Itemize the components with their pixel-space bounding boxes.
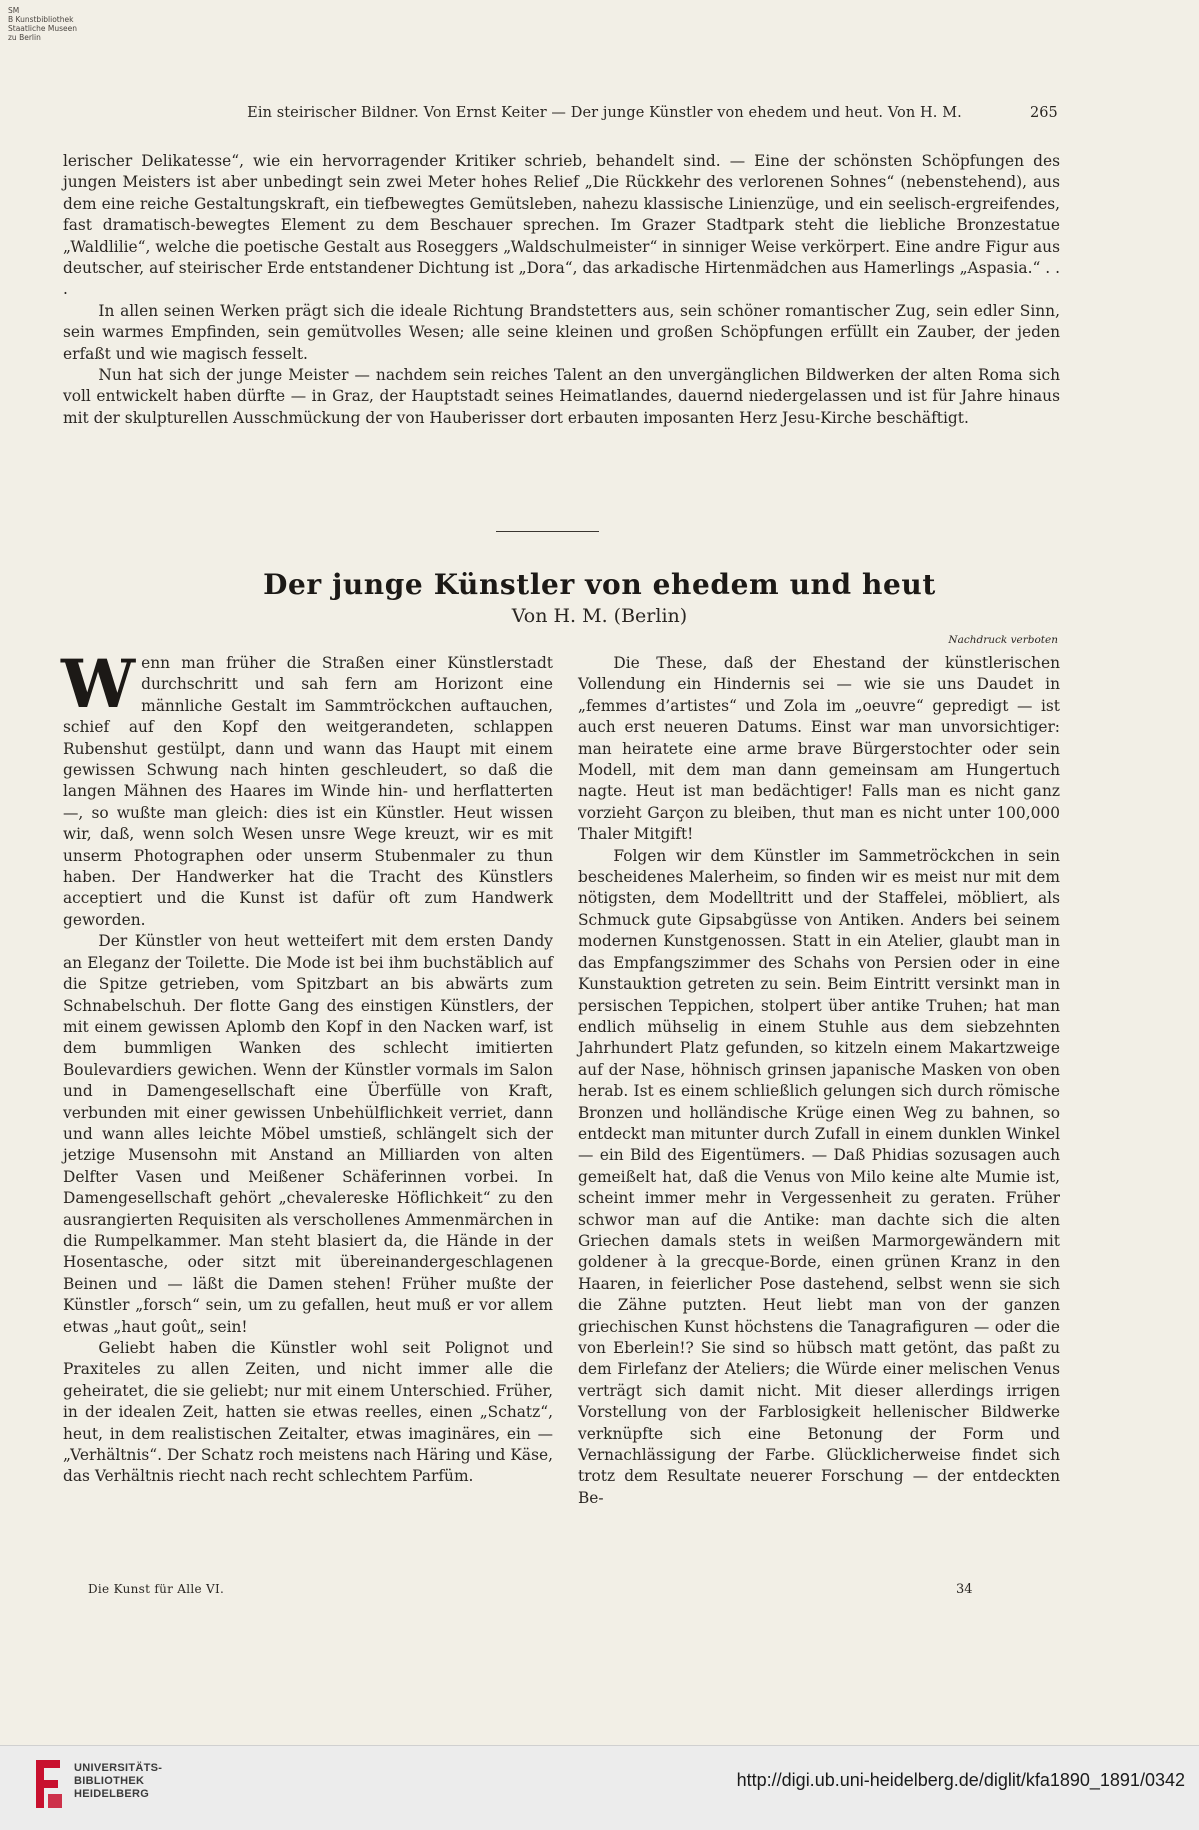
paragraph: Geliebt haben die Künstler wohl seit Polignot und Praxiteles zu allen Zeiten, und nicht immer alle die geheiratet, die sie geliebt; nur mit einem Unterschied. Früher, in der idealen Zeit, hatten sie etwas reelles, einen „Schatz“, heut, in dem realistischen Zeitalter, etwas imaginäres, ein — „Verhältnis“. Der Schatz roch meistens nach Häring und Käse, das Verhältnis riecht nach recht schlechtem Parfüm. xyxy=(63,1339,553,1486)
paragraph-text: enn man früher die Straßen einer Künstlerstadt durchschritt und sah fern am Horizont eine männliche Gestalt im Sammtröckchen auftauchen, schief auf den Kopf den weitgerandeten, schlappen Rubenshut gestülpt, dann und wann das Haupt mit einem gewissen Schwung nach hinten geschleudert, so daß die langen Mähnen des Haares im Winde hin- und herflatterten —, so wußte man gleich: dies ist ein Künstler. Heut wissen wir, daß, wenn solch Wesen unsre Wege kreuzt, wir es mit unserm Photographen oder unserm Stubenmaler zu thun haben. Der Handwerker hat die Tracht des Künstlers acceptiert und die Kunst ist dafür oft zum Handwerk geworden. xyxy=(63,654,553,929)
paragraph: lerischer Delikatesse“, wie ein hervorragender Kritiker schrieb, behandelt sind. — Eine der schönsten Schöpfungen des jungen Meisters ist aber unbedingt sein zwei Meter hohes Relief „Die Rückkehr des verlorenen Sohnes“ (nebenstehend), aus dem eine reiche Gestaltungskraft, ein tiefbewegtes Gemütsleben, nahezu klassische Linienzüge, und ein seelisch-ergreifendes, fast dramatisch-bewegtes Element zu dem Beschauer sprechen. Im Grazer Stadtpark steht die liebliche Bronzestatue „Waldlilie“, welche die poetische Gestalt aus Roseggers „Waldschulmeister“ in sinniger Weise verkörpert. Eine andre Figur aus deutscher, auf steirischer Erde entstandener Dichtung ist „Dora“, das arkadische Hirtenmädchen aus Hamerlings „Aspasia.“ . . . xyxy=(63,152,1060,299)
article-left-column xyxy=(61,645,553,1560)
library-name-line: UNIVERSITÄTS- xyxy=(74,1762,163,1774)
paragraph: Die These, daß der Ehestand der künstlerischen Vollendung ein Hindernis sei — wie sie uns Daudet in „femmes d’artistes“ und Zola im „oeuvre“ gepredigt — ist auch erst neueren Datums. Einst war man unvorsichtiger: man heiratete eine arme brave Bürgerstochter oder sein Modell, mit dem man dann gemeinsam am Hungertuch nagte. Heut ist man bedächtiger! Falls man es nicht ganz vorzieht Garçon zu bleiben, thut man es nicht unter 100,000 Thaler Mitgift! xyxy=(578,654,1060,844)
reprint-notice: Nachdruck verboten xyxy=(948,634,1058,646)
article-byline: Von H. M. (Berlin) xyxy=(511,605,688,627)
stamp-line: Staatliche Museen xyxy=(8,24,77,33)
paragraph: Der Künstler von heut wetteifert mit dem ersten Dandy an Eleganz der Toilette. Die Mode ist bei ihm buchstäblich auf die Spitze getrieben, vom Spitzbart an bis abwärts zum Schnabelschuh. Der flotte Gang des einstigen Künstlers, der mit einem gewissen Aplomb den Kopf in den Nacken warf, ist dem bummligen Wanken des schlecht imitierten Boulevardiers gewichen. Wenn der Künstler vormals im Salon und in Damengesellschaft eine Überfülle von Kraft, verbunden mit einer gewissen Unbehülflichkeit verriet, dann und wann alles leichte Möbel umstieß, schlängelt sich der jetzige Musensohn mit Anstand an Milliarden von alten Delfter Vasen und Meißener Schäferinnen vorbei. In Damengesellschaft gehört „chevalereske Höflichkeit“ zu den ausrangierten Requisiten als verschollenes Ammenmärchen in die Rumpelkammer. Man steht blasiert da, die Hände in der Hosentasche, oder sitzt mit übereinandergeschlagenen Beinen und — läßt die Damen stehen! Früher mußte der Künstler „forsch“ sein, um zu gefallen, heut muß er vor allem etwas „haut goût„ sein! xyxy=(63,932,553,1336)
page-number: 265 xyxy=(1030,105,1058,121)
section-divider xyxy=(496,531,599,532)
paragraph: In allen seinen Werken prägt sich die ideale Richtung Brandstetters aus, sein schöner romantischer Zug, sein edler Sinn, sein warmes Empfinden, sein gemütvolles Wesen; alle seine kleinen und großen Schöpfungen erfüllt ein Zauber, der jeden erfaßt und wie magisch fesselt. xyxy=(63,301,1060,363)
stamp-line: B Kunstbibliothek xyxy=(8,15,74,24)
stamp-line: SM xyxy=(8,6,20,15)
drop-cap: W xyxy=(61,645,136,723)
article-title: Der junge Künstler von ehedem und heut xyxy=(263,568,936,601)
paragraph: Nun hat sich der junge Meister — nachdem sein reiches Talent an den unvergänglichen Bildwerken der alten Roma sich voll entwickelt haben dürfte — in Graz, der Hauptstadt seines Heimatlandes, dauernd niedergelassen und ist für Jahre hinaus mit der skulpturellen Ausschmückung der von Hauberisser dort erbauten imposanten Herz Jesu-Kirche beschäftigt. xyxy=(63,366,1060,427)
university-logo-icon xyxy=(30,1756,68,1812)
journal-signature: Die Kunst für Alle VI. xyxy=(88,1582,225,1596)
running-header: Ein steirischer Bildner. Von Ernst Keiter — Der junge Künstler von ehedem und heut. Von H. M. xyxy=(247,105,962,121)
permalink-url[interactable]: http://digi.ub.uni-heidelberg.de/diglit/kfa1890_1891/0342 xyxy=(736,1770,1185,1790)
library-name-line: HEIDELBERG xyxy=(74,1788,150,1800)
library-name xyxy=(74,1762,162,1801)
paragraph: Folgen wir dem Künstler im Sammetröckchen in sein bescheidenes Malerheim, so finden wir es meist nur mit dem nötigsten, dem Modelltritt und der Staffelei, möbliert, als Schmuck gute Gipsabgüsse von Antiken. Anders bei seinem modernen Kunstgenossen. Statt in ein Atelier, glaubt man in das Empfangszimmer des Schahs von Persien oder in eine Kunstauktion getreten zu sein. Beim Eintritt versinkt man in persischen Teppichen, stolpert über antike Truhen; hat man endlich mühselig in einem Stuhle aus dem siebzehnten Jahrhundert Platz gefunden, so kitzeln einem Makartzweige auf der Nase, höhnisch grinsen japanische Masken von oben herab. Ist es einem schließlich gelungen sich durch römische Bronzen und holländische Krüge einen Weg zu bahnen, so entdeckt man mitunter durch Zufall in einem dunklen Winkel — ein Bild des Eigentümers. — Daß Phidias sozusagen auch gemeißelt hat, daß die Venus von Milo keine alte Mumie ist, scheint immer mehr in Vergessenheit zu geraten. Früher schwor man auf die Antike: man dachte sich die alten Griechen damals stets in weißen Marmorgewändern mit goldener à la grecque-Borde, einen grünen Kranz in den Haaren, in feierlicher Pose dastehend, selbst wenn sie sich die Zähne putzten. Heut liebt man von der ganzen griechischen Kunst höchstens die Tanagrafiguren — oder die von Eberlein!? Sie sind so hübsch matt getönt, das paßt zu dem Firlefanz der Ateliers; die Würde einer melischen Venus verträgt sich damit nicht. Mit dieser allerdings irrigen Vorstellung von der Farblosigkeit hellenischer Bildwerke verknüpfte sich eine Betonung der Form und Vernachlässigung der Farbe. Glücklicherweise findet sich trotz dem Resultate neuerer Forschung — der entdeckten Be- xyxy=(578,846,1060,1507)
stamp-line: zu Berlin xyxy=(8,33,41,42)
continued-article-text xyxy=(63,151,1060,429)
library-name-line: BIBLIOTHEK xyxy=(74,1775,145,1787)
paragraph xyxy=(61,645,553,931)
library-stamp xyxy=(8,6,77,42)
article-right-column xyxy=(578,653,1060,1578)
sheet-signature: 34 xyxy=(956,1582,973,1597)
